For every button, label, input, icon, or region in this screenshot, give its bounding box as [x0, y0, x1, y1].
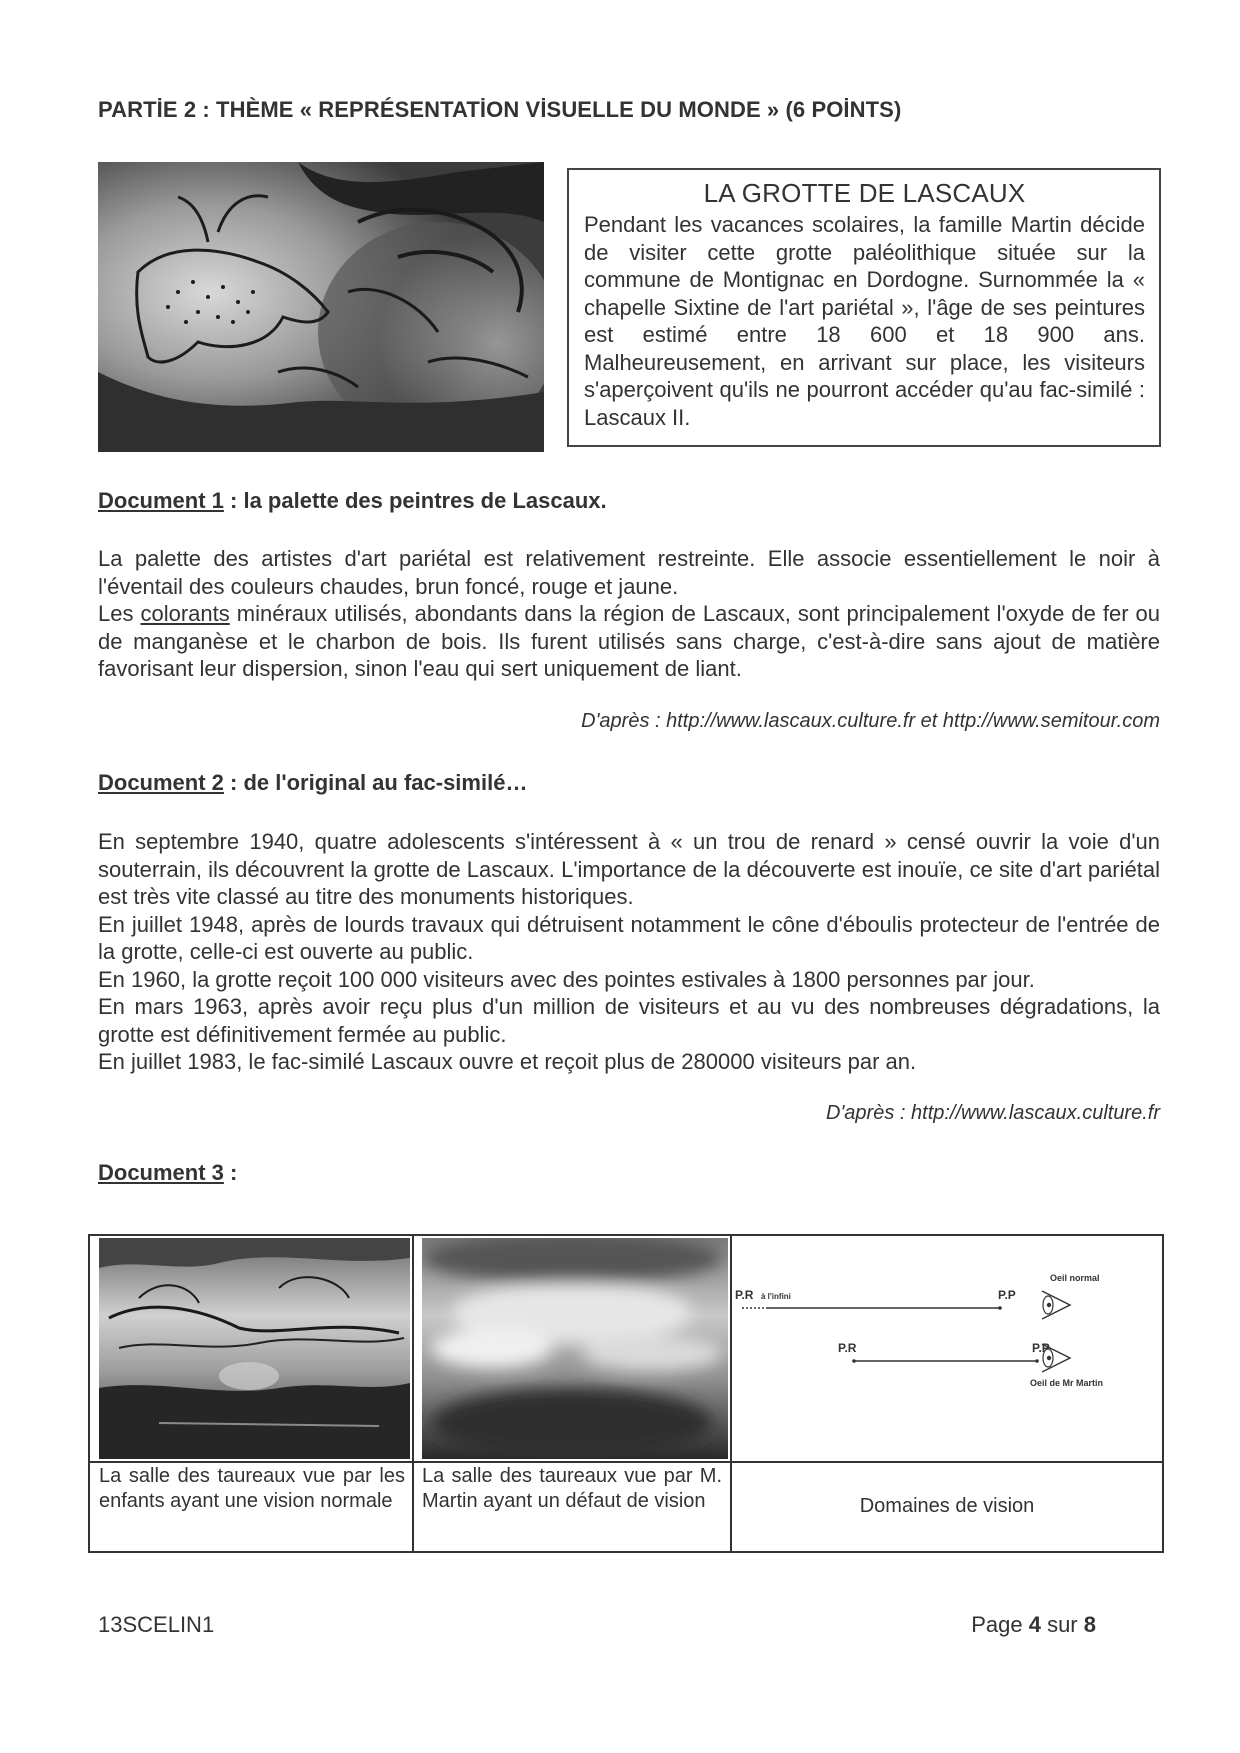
page-mid: sur — [1040, 1612, 1084, 1637]
doc2-paragraph-2: En juillet 1948, après de lourds travaux qui détruisent notamment le cône d'éboulis protecteur de l'entrée de la grotte, celle-ci est ouverte au public. — [98, 911, 1160, 964]
pp-martin-label: P.P — [1032, 1341, 1050, 1355]
doc1-title: : la palette des peintres de Lascaux. — [223, 488, 607, 513]
pp-normal-point — [998, 1306, 1002, 1310]
pr-infinity-small-label: à l'infini — [761, 1292, 791, 1301]
doc2-label: Document 2 — [98, 770, 224, 795]
doc2-heading — [98, 770, 527, 796]
doc3-table — [88, 1234, 1164, 1553]
lascaux-cave-painting-photo — [98, 162, 544, 452]
bull-hall-blurred-image — [422, 1238, 728, 1459]
table-row-divider — [90, 1461, 1162, 1463]
footer-exam-code: 13SCELIN1 — [98, 1612, 215, 1637]
eye-normal-label: Oeil normal — [1050, 1273, 1100, 1283]
vision-domains-svg — [732, 1238, 1162, 1459]
pr-martin-label: P.R — [838, 1341, 857, 1355]
doc2-source: D'après : http://www.lascaux.culture.fr — [826, 1102, 1160, 1124]
doc2-title: : de l'original au fac-similé… — [223, 770, 528, 795]
caption-normal-vision: La salle des taureaux vue par les enfants ayant une vision normale — [99, 1465, 405, 1512]
doc1-source: D'après : http://www.lascaux.culture.fr et http://www.semitour.com — [581, 710, 1160, 732]
doc3-heading — [98, 1160, 237, 1186]
bull-hall-photo-normal — [99, 1238, 410, 1459]
doc2-paragraph-4: En mars 1963, après avoir reçu plus d'un million de visiteurs et au vu des nombreuses dégradations, la grotte est définitivement fermée au public. — [98, 994, 1160, 1047]
eye-martin-label: Oeil de Mr Martin — [1030, 1378, 1104, 1388]
doc3-label: Document 3 — [98, 1160, 224, 1185]
doc3-suffix: : — [223, 1160, 238, 1185]
doc1-paragraph-2-rest: minéraux utilisés, abondants dans la région de Lascaux, sont principalement l'oxyde de fer ou de manganèse et le charbon de bois. Ils furent utilisés sans charge, c'est-à-dire sans ajout de matière favorisant leur dispersion, sinon l'eau qui sert uniquement de liant. — [98, 601, 1160, 681]
doc2-paragraph-1: En septembre 1940, quatre adolescents s'intéressent à « un trou de renard » censé ouvrir la voie d'un souterrain, ils découvrent la grotte de Lascaux. L'importance de la découverte est inouïe, ce site d'art pariétal est très vite classé au titre des monuments historiques. — [98, 829, 1160, 909]
doc2-paragraph-5: En juillet 1983, le fac-similé Lascaux ouvre et reçoit plus de 280000 visiteurs par an. — [98, 1049, 917, 1074]
page-prefix: Page — [971, 1612, 1029, 1637]
pr-martin-point — [852, 1359, 856, 1363]
colorants-term: colorants — [140, 601, 230, 626]
intro-box — [567, 168, 1161, 447]
bull-hall-photo-blurred — [422, 1238, 728, 1459]
page-current: 4 — [1028, 1612, 1041, 1637]
part-title: PARTİE 2 : THÈME « REPRÉSENTATİON VİSUELLE DU MONDE » (6 POİNTS) — [98, 97, 902, 122]
caption-vision-domains: Domaines de vision — [859, 1495, 1035, 1517]
cave-painting-image — [98, 162, 544, 452]
doc2-body — [98, 828, 1160, 1076]
pp-martin-point — [1035, 1359, 1039, 1363]
page-total: 8 — [1083, 1612, 1096, 1637]
bull-hall-normal-image — [99, 1238, 410, 1459]
doc1-body — [98, 545, 1160, 683]
table-divider-1 — [412, 1236, 414, 1551]
doc1-heading — [98, 488, 607, 514]
intro-title: LA GROTTE DE LASCAUX — [703, 178, 1026, 208]
doc1-paragraph-1: La palette des artistes d'art pariétal est relativement restreinte. Elle associe essentiellement le noir à l'éventail des couleurs chaudes, brun foncé, rouge et jaune. — [98, 546, 1160, 599]
doc1-paragraph-2 — [98, 600, 1160, 683]
doc1-label: Document 1 — [98, 488, 224, 513]
pr-infinity-label: P.R — [735, 1288, 754, 1302]
doc1-paragraph-2-start: Les — [98, 601, 141, 626]
doc2-paragraph-3: En 1960, la grotte reçoit 100 000 visiteurs avec des pointes estivales à 1800 personnes par jour. — [98, 966, 1035, 992]
eye-normal-icon — [1042, 1291, 1070, 1319]
caption-defect-vision: La salle des taureaux vue par M. Martin ayant un défaut de vision — [422, 1465, 722, 1512]
pp-normal-label: P.P — [998, 1288, 1016, 1302]
vision-domains-diagram — [732, 1238, 1162, 1459]
intro-text: Pendant les vacances scolaires, la famille Martin décide de visiter cette grotte paléolithique située sur la commune de Montignac en Dordogne. Surnommée la « chapelle Sixtine de l'art pariétal », l'âge de ses peintures est estimé entre 18 600 et 18 900 ans. Malheureusement, en arrivant sur place, les visiteurs s'aperçoivent qu'ils ne pourront accéder qu'au fac-similé : Lascaux II. — [584, 212, 1145, 430]
footer-page-number — [971, 1612, 1096, 1638]
